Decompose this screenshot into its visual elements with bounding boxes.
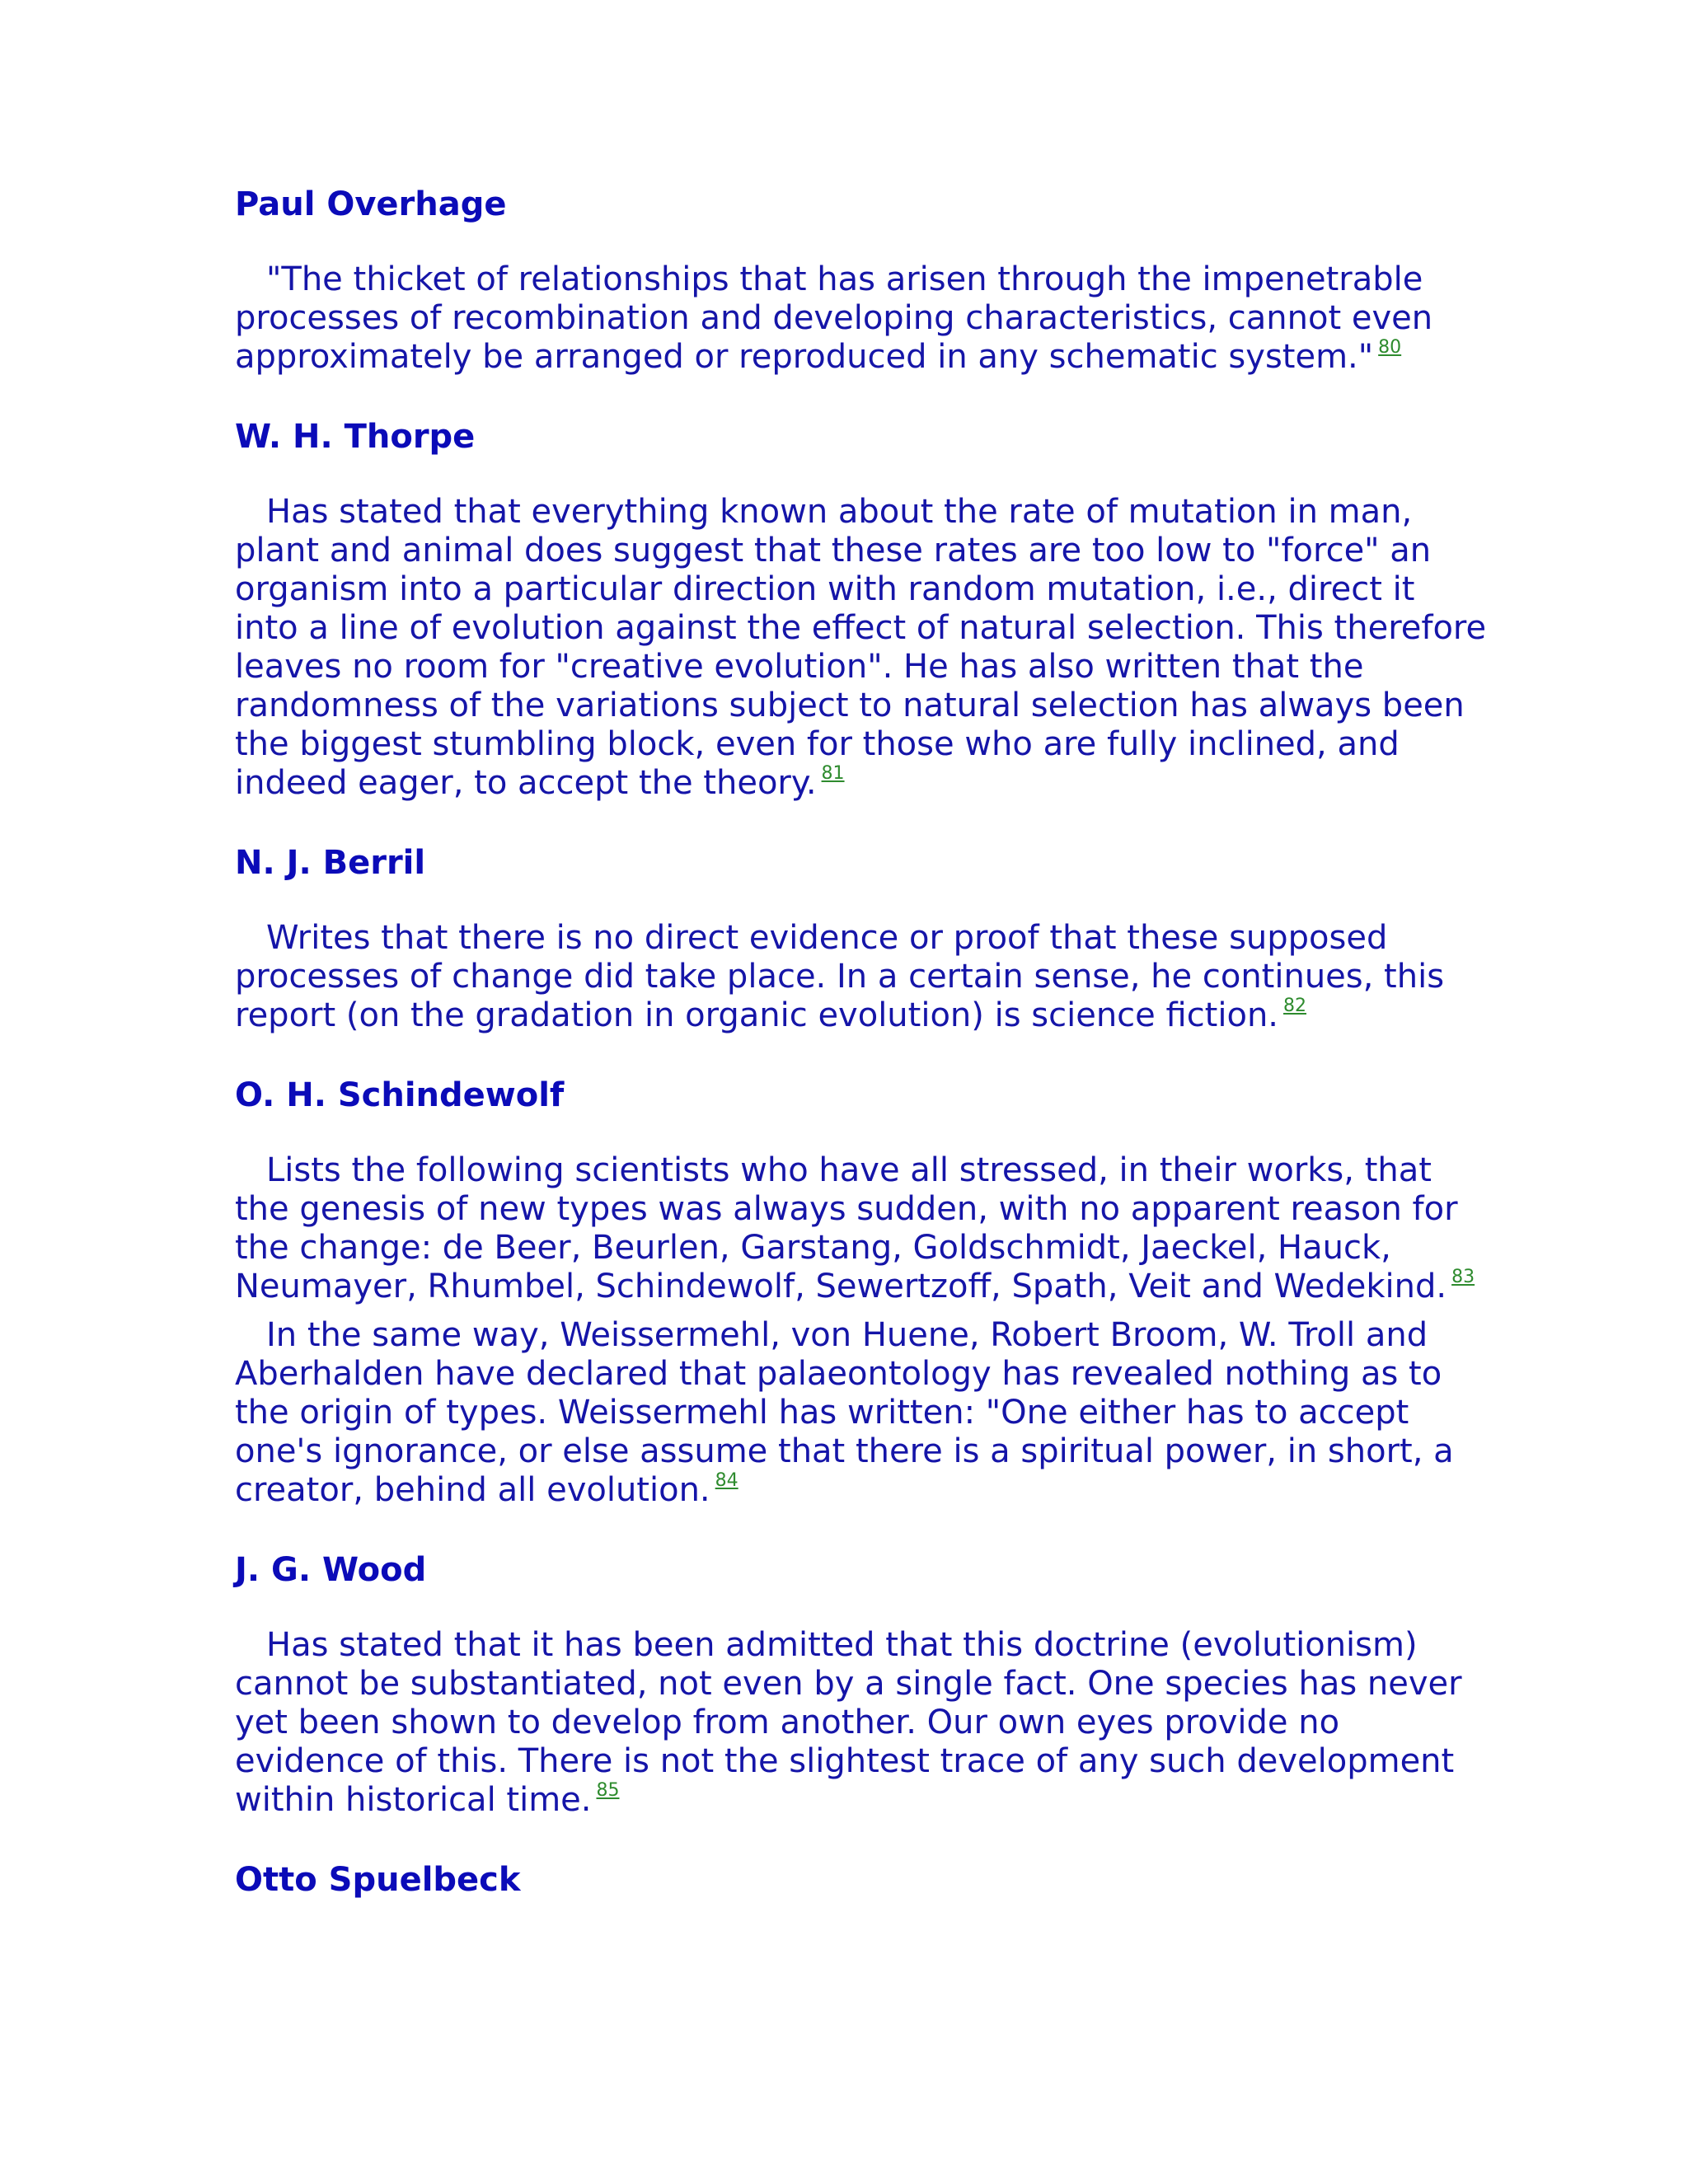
section-wood — [235, 1549, 1488, 1820]
footnote-link[interactable]: 80 — [1378, 337, 1402, 358]
paragraph — [235, 493, 1488, 803]
section-heading: Paul Overhage — [235, 185, 507, 223]
paragraph-text: Has stated that it has been admitted that this doctrine (evolutionism) cannot be substantiated, not even by a single fact. One species has never yet been shown to develop from another. Our own eyes provide no evidence of this. There is not the slightest trace of any such development within historical time. — [235, 1626, 1462, 1819]
footnote-link[interactable]: 85 — [596, 1780, 620, 1801]
section-heading: O. H. Schindewolf — [235, 1076, 565, 1114]
section-schindewolf — [235, 1074, 1488, 1510]
section-overhage — [235, 183, 1488, 377]
section-spuelbeck — [235, 1858, 1488, 1901]
paragraph — [235, 1626, 1488, 1820]
paragraph-text: Has stated that everything known about the rate of mutation in man, plant and animal does suggest that these rates are too low to "force" an organism into a particular direction with random mutation, i.e., direct it into a line of evolution against the effect of natural selection. This therefore leaves no room for "creative evolution". He has also written that the randomness of the variations subject to natural selection has always been the biggest stumbling block, even for those who are fully inclined, and indeed eager, to accept the theory. — [235, 493, 1487, 802]
section-thorpe — [235, 415, 1488, 803]
paragraph-text: Lists the following scientists who have all stressed, in their works, that the genesis of new types was always sudden, with no apparent reason for the change: de Beer, Beurlen, Garstang, Goldschmidt, Jaeckel, Hauck, Neumayer, Rhumbel, Schindewolf, Sewertzoff, Spath, Veit and Wedekind. — [235, 1151, 1458, 1305]
footnote-link[interactable]: 82 — [1283, 996, 1307, 1016]
paragraph-text: Writes that there is no direct evidence or proof that these supposed processes of change did take place. In a certain sense, he continues, this report (on the gradation in organic evolution) is science fiction. — [235, 919, 1445, 1034]
section-heading: W. H. Thorpe — [235, 418, 476, 456]
paragraph — [235, 260, 1488, 377]
section-heading: N. J. Berril — [235, 844, 426, 882]
paragraph-text: "The thicket of relationships that has arisen through the impenetrable processes of recombination and developing characteristics, cannot even approximately be arranged or reproduced in any schematic system." — [235, 260, 1433, 376]
section-berril — [235, 841, 1488, 1035]
paragraph — [235, 919, 1488, 1035]
section-heading: Otto Spuelbeck — [235, 1861, 521, 1899]
footnote-link[interactable]: 84 — [715, 1470, 738, 1491]
paragraph — [235, 1151, 1488, 1306]
footnote-link[interactable]: 83 — [1451, 1267, 1475, 1287]
paragraph — [235, 1316, 1488, 1510]
section-heading: J. G. Wood — [235, 1551, 427, 1589]
footnote-link[interactable]: 81 — [821, 763, 845, 784]
paragraph-text: In the same way, Weissermehl, von Huene, Robert Broom, W. Troll and Aberhalden have declared that palaeontology has revealed nothing as to the origin of types. Weissermehl has written: "One either has to accept one's ignorance, or else assume that there is a spiritual power, in short, a creator, behind all evolution. — [235, 1316, 1454, 1509]
document-page — [235, 183, 1488, 1936]
